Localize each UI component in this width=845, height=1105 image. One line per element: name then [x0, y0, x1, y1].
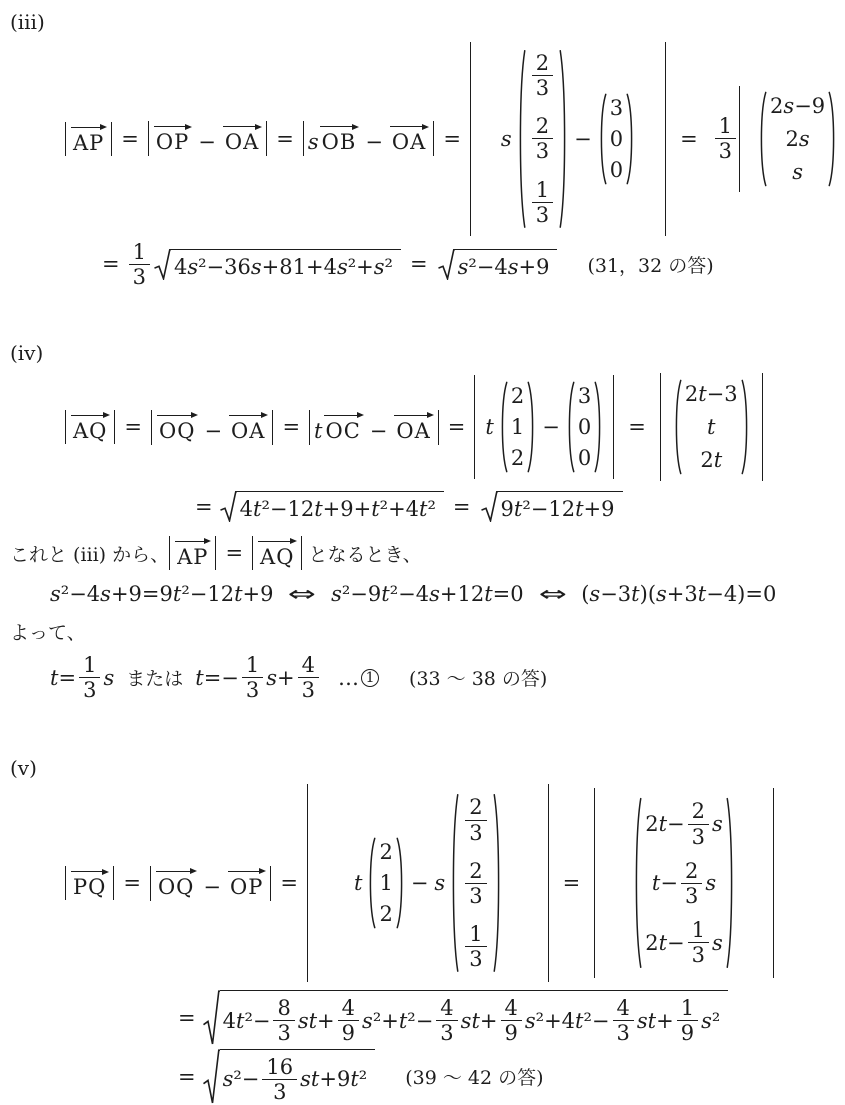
vector-OQ — [155, 868, 197, 898]
vector-OP — [153, 123, 192, 153]
section-label-v: (ⅴ) — [10, 756, 37, 781]
vector-OC — [323, 412, 364, 442]
column-vector-OB — [450, 792, 501, 974]
column-vector-OC — [367, 837, 404, 929]
equation-iv-line2 — [195, 491, 835, 522]
paren-left-icon — [673, 379, 682, 475]
fraction-four-thirds: $\frac{4}{3}$ — [295, 653, 322, 702]
vector-label: OQ — [157, 874, 195, 899]
vector-label: OP — [230, 874, 264, 899]
radicand: s²− $\frac{16}{3}$ st+9t² — [220, 1049, 376, 1105]
vector-component: t — [707, 415, 716, 440]
vector-component: 0 — [609, 157, 624, 182]
equals-sign: = — [680, 126, 698, 151]
equals-sign: = — [409, 252, 428, 277]
answer-note-39-42: (39 〜 42 の答) — [405, 1067, 544, 1090]
column-vector-OA — [598, 93, 635, 185]
radicand: 4s²−36s+81+4s²+s² — [173, 254, 393, 279]
circled-one-label: 1 — [365, 669, 375, 686]
abs-PQ — [65, 866, 114, 900]
equals-sign: = — [178, 1006, 196, 1031]
column-vector-result — [673, 379, 750, 475]
vector-OA — [393, 412, 433, 442]
equals-sign: = — [562, 871, 581, 896]
vector-component: 2 — [510, 384, 525, 409]
vector-component: 2t — [700, 448, 723, 473]
equation-iii-line1 — [65, 42, 835, 236]
paren-left-icon — [367, 837, 376, 929]
paren-left-icon — [633, 796, 642, 970]
vector-component: $\frac{2}{3}$ — [529, 51, 556, 100]
japanese-text: よって、 — [10, 622, 86, 645]
vector-AQ — [70, 412, 110, 442]
vector-label: OA — [391, 130, 427, 155]
vector-label: OP — [155, 130, 190, 155]
abs-AQ — [65, 410, 115, 444]
paren-left-icon — [517, 48, 526, 230]
square-root — [153, 249, 401, 280]
equation-v-line1 — [65, 784, 835, 982]
square-root — [480, 491, 623, 522]
abs-AP — [65, 122, 112, 156]
or-text: または — [126, 668, 184, 691]
section-label-iii: (ⅲ) — [10, 10, 45, 34]
column-vector-result — [633, 796, 735, 970]
square-root — [202, 1049, 376, 1105]
minus-sign: − — [542, 415, 560, 440]
section-label-iv: (ⅳ) — [10, 341, 44, 366]
scalar-t: t — [353, 871, 363, 896]
paren-right-icon — [559, 48, 568, 230]
radicand: s²−4s+9 — [457, 254, 550, 279]
vector-label: OA — [224, 130, 260, 155]
vector-component: 3 — [609, 95, 624, 120]
abs-tOC-minus-OA — [309, 410, 439, 445]
equation: (s−3t)(s+3t−4)=0 — [581, 582, 777, 607]
equation-solution — [50, 653, 835, 702]
abs-big-expression — [307, 784, 549, 982]
minus-sign: − — [410, 871, 429, 896]
column-vector-OC — [499, 381, 536, 473]
vector-OB — [319, 123, 360, 153]
vector-label: OB — [321, 130, 357, 155]
abs-big-expression — [474, 375, 614, 479]
japanese-text: これと (ⅲ) から、 — [10, 543, 170, 566]
vector-AQ — [257, 538, 297, 568]
abs-result-vector — [660, 373, 763, 481]
vector-component: $\frac{2}{3}$ — [529, 114, 556, 163]
paren-right-icon — [828, 91, 837, 187]
minus-sign: − — [204, 418, 223, 443]
vector-component: 2t−3 — [684, 382, 738, 407]
vector-label: AQ — [73, 419, 108, 444]
column-vector-OB — [517, 48, 568, 230]
scalar-s: s — [500, 126, 512, 151]
text-line-condition — [10, 536, 835, 570]
vector-component: 3 — [577, 384, 592, 409]
equation: s²−9t²−4s+12t=0 — [331, 582, 524, 607]
vector-label: AQ — [260, 545, 295, 570]
equals-sign: = — [178, 1064, 196, 1089]
vector-component: $\frac{1}{3}$ — [462, 922, 489, 971]
vector-AP — [70, 124, 107, 154]
paren-right-icon — [626, 93, 635, 185]
equals-sign: = — [447, 415, 466, 440]
abs-OQ-minus-OA — [151, 410, 273, 445]
abs-OQ-minus-OP — [150, 866, 271, 901]
paren-left-icon — [450, 792, 459, 974]
radical-icon — [153, 249, 171, 280]
text-line-therefore — [10, 618, 835, 645]
equals-sign: = — [280, 871, 298, 896]
minus-sign: − — [365, 130, 383, 155]
ellipsis: … — [338, 665, 360, 690]
equals-sign: = — [452, 494, 471, 519]
vector-component: 0 — [577, 415, 592, 440]
iff-arrow-icon: ⇔ — [288, 582, 317, 607]
vector-PQ — [70, 868, 109, 898]
radicand: 4t²− $\frac{8}{3}$ st+ $\frac{4}{9}$ s²+t²− $\frac{4}{3}$ st+ $\frac{4}{9}$ s²+4t²− $\frac{4}{3}$ st+ $\frac{1}{9}$ s² — [220, 990, 729, 1046]
vector-label: OQ — [159, 418, 196, 443]
vector-component: 1 — [510, 415, 525, 440]
vector-label: AP — [177, 545, 209, 570]
equals-sign: = — [628, 415, 646, 440]
equals-sign: = — [443, 126, 461, 151]
vector-component: $\frac{2}{3}$ — [462, 859, 489, 908]
equation-equivalence-chain — [50, 582, 835, 606]
equation: s+ — [266, 665, 295, 690]
paren-right-icon — [741, 379, 750, 475]
vector-component: 2t− $\frac{1}{3}$ s — [645, 917, 723, 968]
equation-iii-line2 — [102, 240, 835, 289]
minus-sign: − — [198, 130, 216, 155]
iff-arrow-icon: ⇔ — [538, 582, 567, 607]
radical-icon — [202, 1049, 220, 1105]
paren-right-icon — [396, 837, 405, 929]
fraction-one-third: $\frac{1}{3}$ — [712, 114, 739, 163]
vector-label: OA — [231, 418, 266, 443]
answer-note-31-32: (31，32 の答) — [587, 254, 714, 277]
radicand: 9t²−12t+9 — [500, 497, 615, 522]
vector-component: 2 — [379, 902, 393, 927]
vector-component: 0 — [577, 446, 592, 471]
vector-component: 2s — [785, 126, 810, 151]
vector-OP — [227, 868, 266, 898]
vector-component: 2s−9 — [770, 93, 826, 118]
japanese-text: となるとき、 — [308, 543, 422, 566]
equation-v-line3 — [178, 1049, 835, 1105]
scalar-t: t — [314, 418, 323, 443]
equals-sign: = — [123, 871, 141, 896]
vector-component: t− $\frac{2}{3}$ s — [651, 858, 717, 908]
scalar-s: s — [103, 665, 115, 690]
column-vector-result — [758, 91, 837, 187]
vector-OA — [228, 412, 268, 442]
scalar-s: s — [434, 871, 446, 896]
abs-result-vector — [739, 86, 845, 192]
equation-iv-line1 — [65, 373, 835, 481]
scalar-s: s — [307, 130, 319, 155]
vector-component: 2t− $\frac{2}{3}$ s — [645, 799, 723, 849]
abs-big-expression — [470, 42, 666, 236]
vector-component: $\frac{2}{3}$ — [462, 795, 489, 844]
equals-sign: = — [102, 252, 120, 277]
fraction-one-third: $\frac{1}{3}$ — [126, 240, 153, 289]
radical-icon — [437, 249, 455, 280]
vector-component: 2 — [510, 446, 525, 471]
paren-left-icon — [566, 381, 575, 473]
paren-right-icon — [493, 792, 502, 974]
radical-icon — [202, 990, 220, 1046]
vector-component: 0 — [609, 126, 624, 151]
paren-right-icon — [594, 381, 603, 473]
radicand: 4t²−12t+9+t²+4t² — [239, 497, 436, 522]
vector-OA — [389, 123, 429, 153]
equation: t=− — [195, 665, 239, 690]
equals-sign: = — [124, 415, 142, 440]
equals-sign: = — [121, 126, 139, 151]
vector-component: $\frac{1}{3}$ — [529, 178, 556, 227]
minus-sign: − — [203, 874, 222, 899]
paren-right-icon — [527, 381, 536, 473]
square-root — [219, 491, 444, 522]
vector-component: s — [792, 159, 803, 184]
abs-AP — [169, 536, 216, 570]
square-root — [437, 249, 558, 280]
vector-label: OA — [396, 418, 431, 443]
equals-sign: = — [276, 126, 294, 151]
abs-AQ — [252, 536, 302, 570]
vector-label: PQ — [73, 875, 107, 900]
equals-sign: = — [225, 541, 244, 566]
minus-sign: − — [574, 126, 592, 151]
paren-left-icon — [499, 381, 508, 473]
abs-sOB-minus-OA — [303, 121, 434, 156]
equals-sign: = — [282, 415, 301, 440]
fraction-one-third: $\frac{1}{3}$ — [76, 653, 103, 702]
vector-AP — [174, 538, 211, 568]
paren-left-icon — [598, 93, 607, 185]
abs-OP-minus-OA — [148, 121, 267, 156]
square-root — [202, 990, 729, 1046]
equals-sign: = — [195, 494, 213, 519]
scalar-t: t — [485, 415, 494, 440]
vector-component: 2 — [379, 840, 393, 865]
equation: t= — [50, 665, 77, 690]
paren-right-icon — [726, 796, 735, 970]
vector-component: 1 — [379, 871, 393, 896]
equation-v-line2 — [178, 990, 835, 1046]
vector-OA — [222, 123, 262, 153]
circled-one-badge — [361, 669, 379, 687]
vector-label: AP — [73, 130, 105, 155]
radical-icon — [219, 491, 237, 522]
equation: s²−4s+9=9t²−12t+9 — [50, 582, 274, 607]
answer-note-33-38: (33 〜 38 の答) — [409, 668, 548, 691]
vector-OQ — [156, 412, 198, 442]
radical-icon — [480, 491, 498, 522]
minus-sign: − — [369, 418, 388, 443]
abs-result-vector — [594, 788, 774, 978]
paren-left-icon — [758, 91, 767, 187]
fraction-one-third: $\frac{1}{3}$ — [239, 653, 266, 702]
column-vector-OA — [566, 381, 603, 473]
vector-label: OC — [325, 418, 361, 443]
